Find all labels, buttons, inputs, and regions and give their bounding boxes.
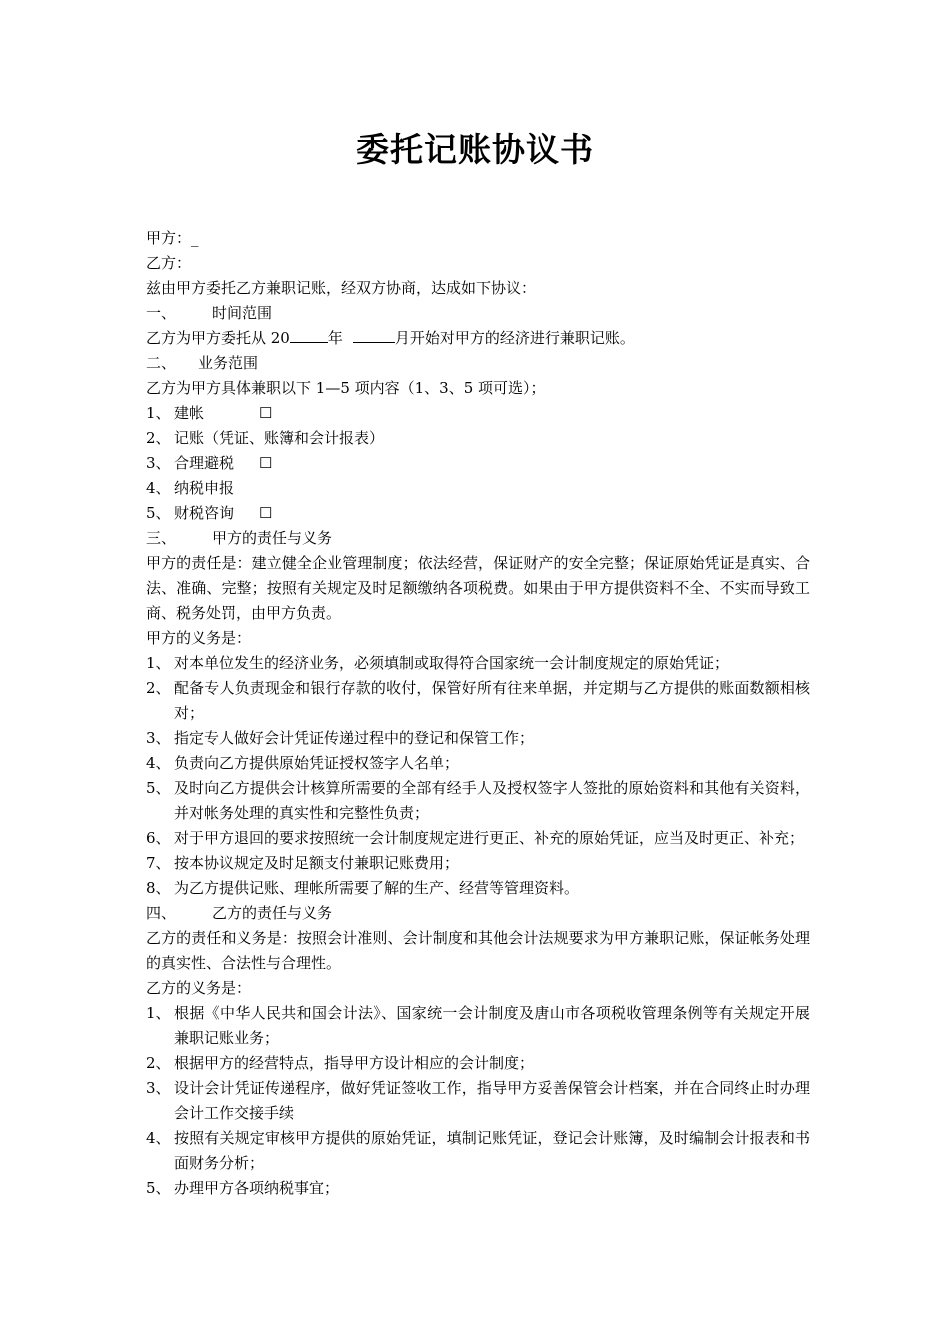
section-title: 乙方的责任与义务 [212, 904, 333, 922]
party-a-responsibility: 甲方的责任是：建立健全企业管理制度；依法经营，保证财产的安全完整；保证原始凭证是真实、合法、准确、完整；按照有关规定及时足额缴纳各项税费。如果由于甲方提供资料不全、不实而导致工商、税务处罚，由甲方负责。 [146, 554, 810, 622]
list-item: 1、 根据《中华人民共和国会计法》、国家统一会计制度及唐山市各项税收管理条例等有关规定开展兼职记账业务； [146, 1004, 810, 1047]
time-text-2: 年 [327, 329, 343, 347]
list-item: 3、 指定专人做好会计凭证传递过程中的登记和保管工作； [146, 729, 535, 747]
list-item: 1、 对本单位发生的经济业务，必须填制或取得符合国家统一会计制度规定的原始凭证； [146, 654, 730, 672]
section-1-heading [146, 301, 810, 326]
list-item: 6、 对于甲方退回的要求按照统一会计制度规定进行更正、补充的原始凭证，应当及时更正、补充； [146, 829, 805, 847]
document-body [146, 226, 810, 1201]
scope-item: 4、 纳税申报 [146, 479, 235, 497]
section-4-heading [146, 901, 810, 926]
list-item: 8、 为乙方提供记账、理帐所需要了解的生产、经营等管理资料。 [146, 879, 580, 897]
scope-item: 5、 财税咨询 ☐ [146, 501, 810, 526]
section-title: 业务范围 [198, 354, 259, 372]
list-item: 7、 按本协议规定及时足额支付兼职记账费用； [146, 854, 460, 872]
list-item: 5、 及时向乙方提供会计核算所需要的全部有经手人及授权签字人签批的原始资料和其他有关资料，并对帐务处理的真实性和完整性负责； [146, 779, 810, 822]
month-blank [353, 326, 395, 343]
party-b: 乙方： [146, 254, 192, 272]
time-text-3: 月开始对甲方的经济进行兼职记账。 [394, 329, 635, 347]
checkbox-icon[interactable]: ☐ [259, 454, 273, 472]
intro-paragraph: 兹由甲方委托乙方兼职记账，经双方协商，达成如下协议： [146, 279, 537, 297]
section-number: 二、 [146, 354, 177, 372]
section-title: 甲方的责任与义务 [212, 529, 333, 547]
party-a-duty-label: 甲方的义务是： [146, 629, 252, 647]
scope-intro: 乙方为甲方具体兼职以下 1—5 项内容（1、3、5 项可选）； [146, 379, 546, 397]
year-blank [290, 326, 328, 343]
list-item: 2、 根据甲方的经营特点，指导甲方设计相应的会计制度； [146, 1054, 535, 1072]
section-number: 一、 [146, 304, 177, 322]
section-title: 时间范围 [212, 304, 273, 322]
list-item: 4、 负责向乙方提供原始凭证授权签字人名单； [146, 754, 460, 772]
section-number: 四、 [146, 904, 177, 922]
section-2-heading [146, 351, 810, 376]
checkbox-icon[interactable]: ☐ [259, 404, 273, 422]
party-a: 甲方：_ [146, 229, 199, 247]
scope-item: 1、 建帐 ☐ [146, 401, 810, 426]
party-b-responsibility: 乙方的责任和义务是：按照会计准则、会计制度和其他会计法规要求为甲方兼职记账，保证帐务处理的真实性、合法性与合理性。 [146, 929, 810, 972]
time-text-1: 乙方为甲方委托从 20 [146, 329, 290, 347]
scope-item: 3、 合理避税 ☐ [146, 451, 810, 476]
list-item: 2、 配备专人负责现金和银行存款的收付，保管好所有往来单据，并定期与乙方提供的账面数额相核对； [146, 679, 810, 722]
list-item: 5、 办理甲方各项纳税事宜； [146, 1179, 340, 1197]
list-item: 3、 设计会计凭证传递程序，做好凭证签收工作，指导甲方妥善保管会计档案，并在合同终止时办理会计工作交接手续 [146, 1079, 810, 1122]
time-range-line [146, 326, 810, 351]
scope-item: 2、 记账（凭证、账簿和会计报表） [146, 429, 385, 447]
section-number: 三、 [146, 529, 177, 547]
document-title: 委托记账协议书 [356, 130, 594, 169]
section-3-heading [146, 526, 810, 551]
list-item: 4、 按照有关规定审核甲方提供的原始凭证，填制记账凭证，登记会计账簿，及时编制会计报表和书面财务分析； [146, 1129, 810, 1172]
checkbox-icon[interactable]: ☐ [259, 504, 273, 522]
party-b-duty-label: 乙方的义务是： [146, 979, 252, 997]
